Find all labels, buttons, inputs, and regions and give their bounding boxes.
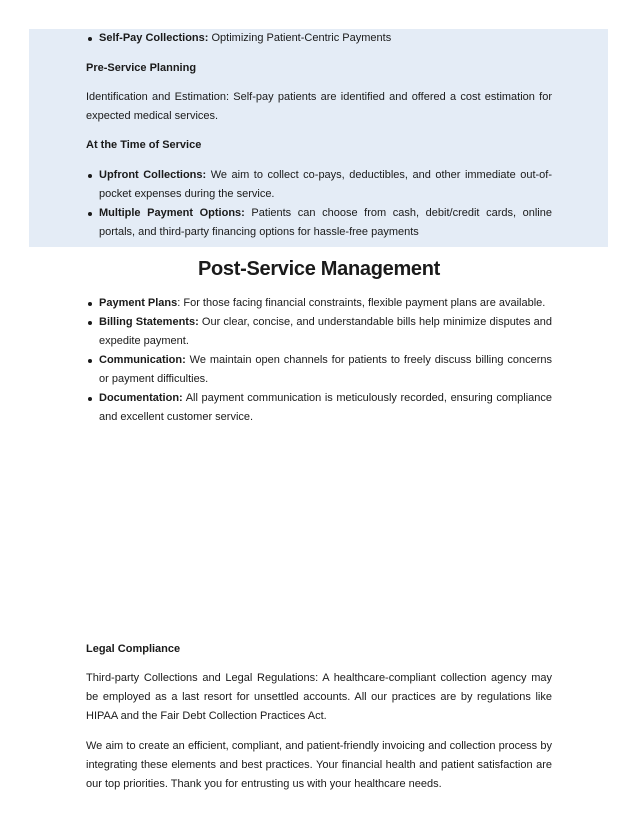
list-item-label: Communication: xyxy=(99,354,186,366)
list-item-text: Patients can choose from cash, debit/credit cards, online portals, and third-party financing options for hassle-free payments xyxy=(99,207,552,238)
pre-service-heading: Pre-Service Planning xyxy=(86,62,197,74)
list-item xyxy=(86,166,552,204)
legal-heading: Legal Compliance xyxy=(86,643,181,655)
list-item-text: Our clear, concise, and understandable bills help minimize disputes and expedite payment. xyxy=(99,316,552,347)
list-item-text: All payment communication is meticulously recorded, ensuring compliance and excellent customer service. xyxy=(99,392,552,423)
list-item xyxy=(86,294,552,313)
closing-text: We aim to create an efficient, compliant, and patient-friendly invoicing and collection process by integrating these elements and best practices. Your financial health and patient satisfaction are our top priorities. Thank you for entrusting us with your healthcare needs. xyxy=(86,740,552,790)
list-item-label: Documentation: xyxy=(99,392,183,404)
list-item-label: Self-Pay Collections: xyxy=(99,32,209,44)
list-item-label: Upfront Collections: xyxy=(99,169,207,181)
list-item-text: We maintain open channels for patients to freely discuss billing concerns or payment difficulties. xyxy=(99,354,552,385)
bullet-icon xyxy=(88,321,92,325)
list-item xyxy=(86,389,552,427)
self-pay-list xyxy=(86,29,552,48)
list-item-label: Multiple Payment Options: xyxy=(99,207,245,219)
list-item-label: Billing Statements: xyxy=(99,316,199,328)
list-item xyxy=(86,204,552,242)
list-item-text: We aim to collect co-pays, deductibles, and other immediate out-of-pocket expenses during the service. xyxy=(99,169,552,200)
bullet-icon xyxy=(88,302,92,306)
list-item-text: Optimizing Patient-Centric Payments xyxy=(208,32,392,44)
time-of-service-heading: At the Time of Service xyxy=(86,139,202,151)
list-item-label: Payment Plans xyxy=(99,297,178,309)
post-service-list xyxy=(86,294,552,427)
bullet-icon xyxy=(88,212,92,216)
bullet-icon xyxy=(88,37,92,41)
list-item xyxy=(86,351,552,389)
pre-service-text: Identification and Estimation: Self-pay patients are identified and offered a cost estimation for expected medical services. xyxy=(86,91,552,122)
bullet-icon xyxy=(88,359,92,363)
legal-text: Third-party Collections and Legal Regulations: A healthcare-compliant collection agency may be employed as a last resort for unsettled accounts. All our practices are by regulations like HIPAA and the Fair Debt Collection Practices Act. xyxy=(86,672,552,722)
list-item-text: : For those facing financial constraints, flexible payment plans are available. xyxy=(177,297,546,309)
post-service-title: Post-Service Management xyxy=(197,258,441,280)
list-item xyxy=(86,29,552,48)
list-item xyxy=(86,313,552,351)
time-of-service-list xyxy=(86,166,552,242)
bullet-icon xyxy=(88,174,92,178)
bullet-icon xyxy=(88,397,92,401)
